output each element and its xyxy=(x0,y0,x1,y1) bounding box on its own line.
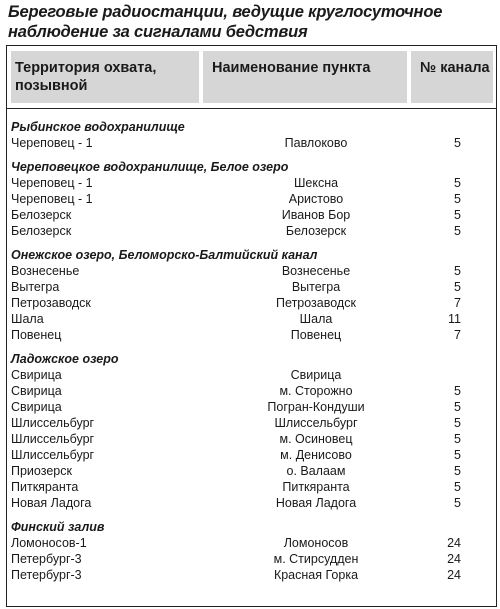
cell-channel: 5 xyxy=(454,480,461,494)
cell-location: Погран-Кондуши xyxy=(267,400,365,414)
cell-channel: 11 xyxy=(448,312,461,326)
table-row xyxy=(7,279,496,295)
cell-channel: 5 xyxy=(454,496,461,510)
cell-territory: Петербург-3 xyxy=(11,568,82,582)
table-row xyxy=(7,191,496,207)
group-title: Рыбинское водохранилище xyxy=(11,120,185,134)
cell-location: Шлиссельбург xyxy=(274,416,358,430)
cell-territory: Шлиссельбург xyxy=(11,432,95,446)
group-title: Ладожское озеро xyxy=(11,352,119,366)
table-group xyxy=(7,159,496,239)
cell-channel: 5 xyxy=(454,224,461,238)
cell-channel: 5 xyxy=(454,448,461,462)
table-row xyxy=(7,383,496,399)
cell-location: Павлоково xyxy=(284,136,348,150)
cell-location: Вытегра xyxy=(291,280,341,294)
cell-channel: 5 xyxy=(454,192,461,206)
table-row xyxy=(7,447,496,463)
table-row xyxy=(7,535,496,551)
cell-location: Питкяранта xyxy=(282,480,350,494)
cell-location: Свирица xyxy=(290,368,342,382)
cell-channel: 5 xyxy=(454,432,461,446)
cell-territory: Шлиссельбург xyxy=(11,416,95,430)
header-location: Наименование пункта xyxy=(203,51,407,103)
cell-channel: 7 xyxy=(454,296,461,310)
page-title: Береговые радиостанции, ведущие круглосуточное наблюдение за сигналами бедствия xyxy=(8,3,443,41)
cell-territory: Белозерск xyxy=(11,208,72,222)
cell-channel: 5 xyxy=(454,280,461,294)
cell-location: Красная Горка xyxy=(273,568,359,582)
cell-territory: Белозерск xyxy=(11,224,72,238)
table-row xyxy=(7,327,496,343)
table-row xyxy=(7,263,496,279)
cell-location: Петрозаводск xyxy=(276,296,356,310)
table-group xyxy=(7,351,496,511)
cell-location: Новая Ладога xyxy=(275,496,357,510)
cell-territory: Череповец - 1 xyxy=(11,192,93,206)
table-row xyxy=(7,135,496,151)
header-territory: Территория охвата, позывной xyxy=(11,51,199,103)
cell-territory: Вытегра xyxy=(11,280,60,294)
table-group xyxy=(7,247,496,343)
table-row xyxy=(7,551,496,567)
cell-location: Иванов Бор xyxy=(281,208,351,222)
cell-channel: 7 xyxy=(454,328,461,342)
cell-location: о. Валаам xyxy=(286,464,346,478)
cell-location: Повенец xyxy=(290,328,342,342)
stations-table xyxy=(6,45,497,607)
table-row xyxy=(7,175,496,191)
table-row xyxy=(7,567,496,583)
table-row xyxy=(7,495,496,511)
cell-channel: 5 xyxy=(454,208,461,222)
cell-channel: 5 xyxy=(454,384,461,398)
cell-location: Белозерск xyxy=(285,224,347,238)
cell-territory: Вознесенье xyxy=(11,264,80,278)
cell-territory: Череповец - 1 xyxy=(11,136,93,150)
table-row xyxy=(7,207,496,223)
cell-territory: Ломоносов-1 xyxy=(11,536,87,550)
cell-territory: Свирица xyxy=(11,368,62,382)
table-row xyxy=(7,367,496,383)
table-row xyxy=(7,295,496,311)
cell-territory: Питкяранта xyxy=(11,480,79,494)
cell-channel: 5 xyxy=(454,136,461,150)
cell-channel: 24 xyxy=(447,552,461,566)
table-row xyxy=(7,431,496,447)
cell-channel: 5 xyxy=(454,400,461,414)
cell-territory: Петербург-3 xyxy=(11,552,82,566)
cell-channel: 24 xyxy=(447,536,461,550)
cell-territory: Свирица xyxy=(11,400,62,414)
cell-territory: Шала xyxy=(11,312,44,326)
table-row xyxy=(7,399,496,415)
table-row xyxy=(7,415,496,431)
cell-territory: Петрозаводск xyxy=(11,296,91,310)
cell-location: Вознесенье xyxy=(281,264,351,278)
cell-location: м. Денисово xyxy=(280,448,352,462)
group-title: Онежское озеро, Беломорско-Балтийский канал xyxy=(11,248,318,262)
cell-location: м. Осиновец xyxy=(279,432,353,446)
cell-location: Шала xyxy=(299,312,333,326)
cell-channel: 5 xyxy=(454,464,461,478)
header-channel: № канала xyxy=(411,51,493,103)
table-row xyxy=(7,479,496,495)
cell-channel: 24 xyxy=(447,568,461,582)
cell-location: Ломоносов xyxy=(283,536,349,550)
table-group xyxy=(7,119,496,151)
cell-territory: Череповец - 1 xyxy=(11,176,93,190)
table-header xyxy=(7,46,496,109)
group-title: Череповецкое водохранилище, Белое озеро xyxy=(11,160,289,174)
cell-location: м. Сторожно xyxy=(279,384,353,398)
cell-location: Аристово xyxy=(288,192,344,206)
cell-location: Шексна xyxy=(293,176,339,190)
table-row xyxy=(7,463,496,479)
cell-territory: Шлиссельбург xyxy=(11,448,95,462)
cell-channel: 5 xyxy=(454,264,461,278)
cell-territory: Приозерск xyxy=(11,464,72,478)
table-group xyxy=(7,519,496,583)
cell-territory: Свирица xyxy=(11,384,62,398)
cell-channel: 5 xyxy=(454,416,461,430)
cell-territory: Повенец xyxy=(11,328,62,342)
table-row xyxy=(7,311,496,327)
group-title: Финский залив xyxy=(11,520,105,534)
cell-channel: 5 xyxy=(454,176,461,190)
cell-location: м. Стирсудден xyxy=(273,552,359,566)
table-body xyxy=(7,110,496,583)
table-row xyxy=(7,223,496,239)
cell-territory: Новая Ладога xyxy=(11,496,92,510)
